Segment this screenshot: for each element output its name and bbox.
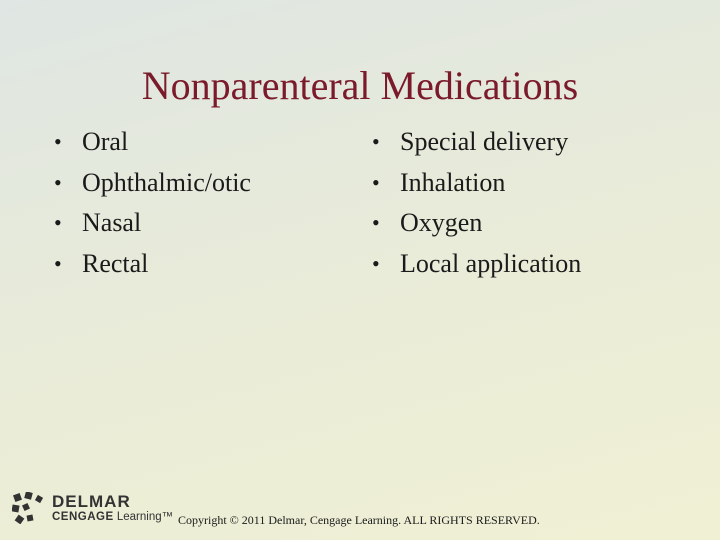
bullet-icon: •	[372, 250, 380, 276]
logo-cengage-brand: CENGAGE	[52, 511, 114, 523]
list-item-text: Oxygen	[400, 208, 483, 237]
bullet-icon: •	[54, 250, 62, 276]
list-item-text: Local application	[400, 248, 582, 278]
list-item	[370, 203, 581, 244]
list-item-text: Nasal	[82, 208, 142, 237]
bullet-icon: •	[372, 169, 380, 195]
delmar-cengage-logo	[12, 490, 182, 526]
bullet-icon: •	[54, 169, 62, 195]
bullet-icon: •	[54, 129, 62, 154]
list-item	[52, 122, 251, 163]
list-item-text: Special delivery	[400, 127, 569, 156]
logo-learning: Learning	[113, 511, 162, 523]
list-item-text: Inhalation	[400, 167, 506, 197]
copyright-notice: Copyright © 2011 Delmar, Cengage Learning. ALL RIGHTS RESERVED.	[178, 513, 540, 527]
list-item-text: Ophthalmic/otic	[82, 167, 251, 197]
list-item	[52, 163, 251, 204]
right-bullet-list	[370, 122, 581, 284]
logo-trademark: ™	[161, 511, 174, 523]
list-item-text: Rectal	[82, 248, 149, 278]
left-bullet-list	[52, 122, 251, 284]
bullet-icon: •	[54, 210, 62, 235]
slide-title: Nonparenteral Medications	[141, 63, 579, 108]
bullet-icon: •	[372, 129, 380, 154]
logo-cengage-text	[52, 511, 173, 523]
delmar-logo-icon	[12, 492, 48, 524]
list-item	[52, 203, 251, 244]
list-item	[370, 163, 581, 204]
list-item-text: Oral	[82, 127, 129, 156]
list-item	[370, 122, 581, 163]
list-item	[52, 244, 251, 285]
logo-delmar-text: DELMAR	[52, 492, 131, 511]
list-item	[370, 244, 581, 285]
bullet-icon: •	[372, 210, 380, 235]
